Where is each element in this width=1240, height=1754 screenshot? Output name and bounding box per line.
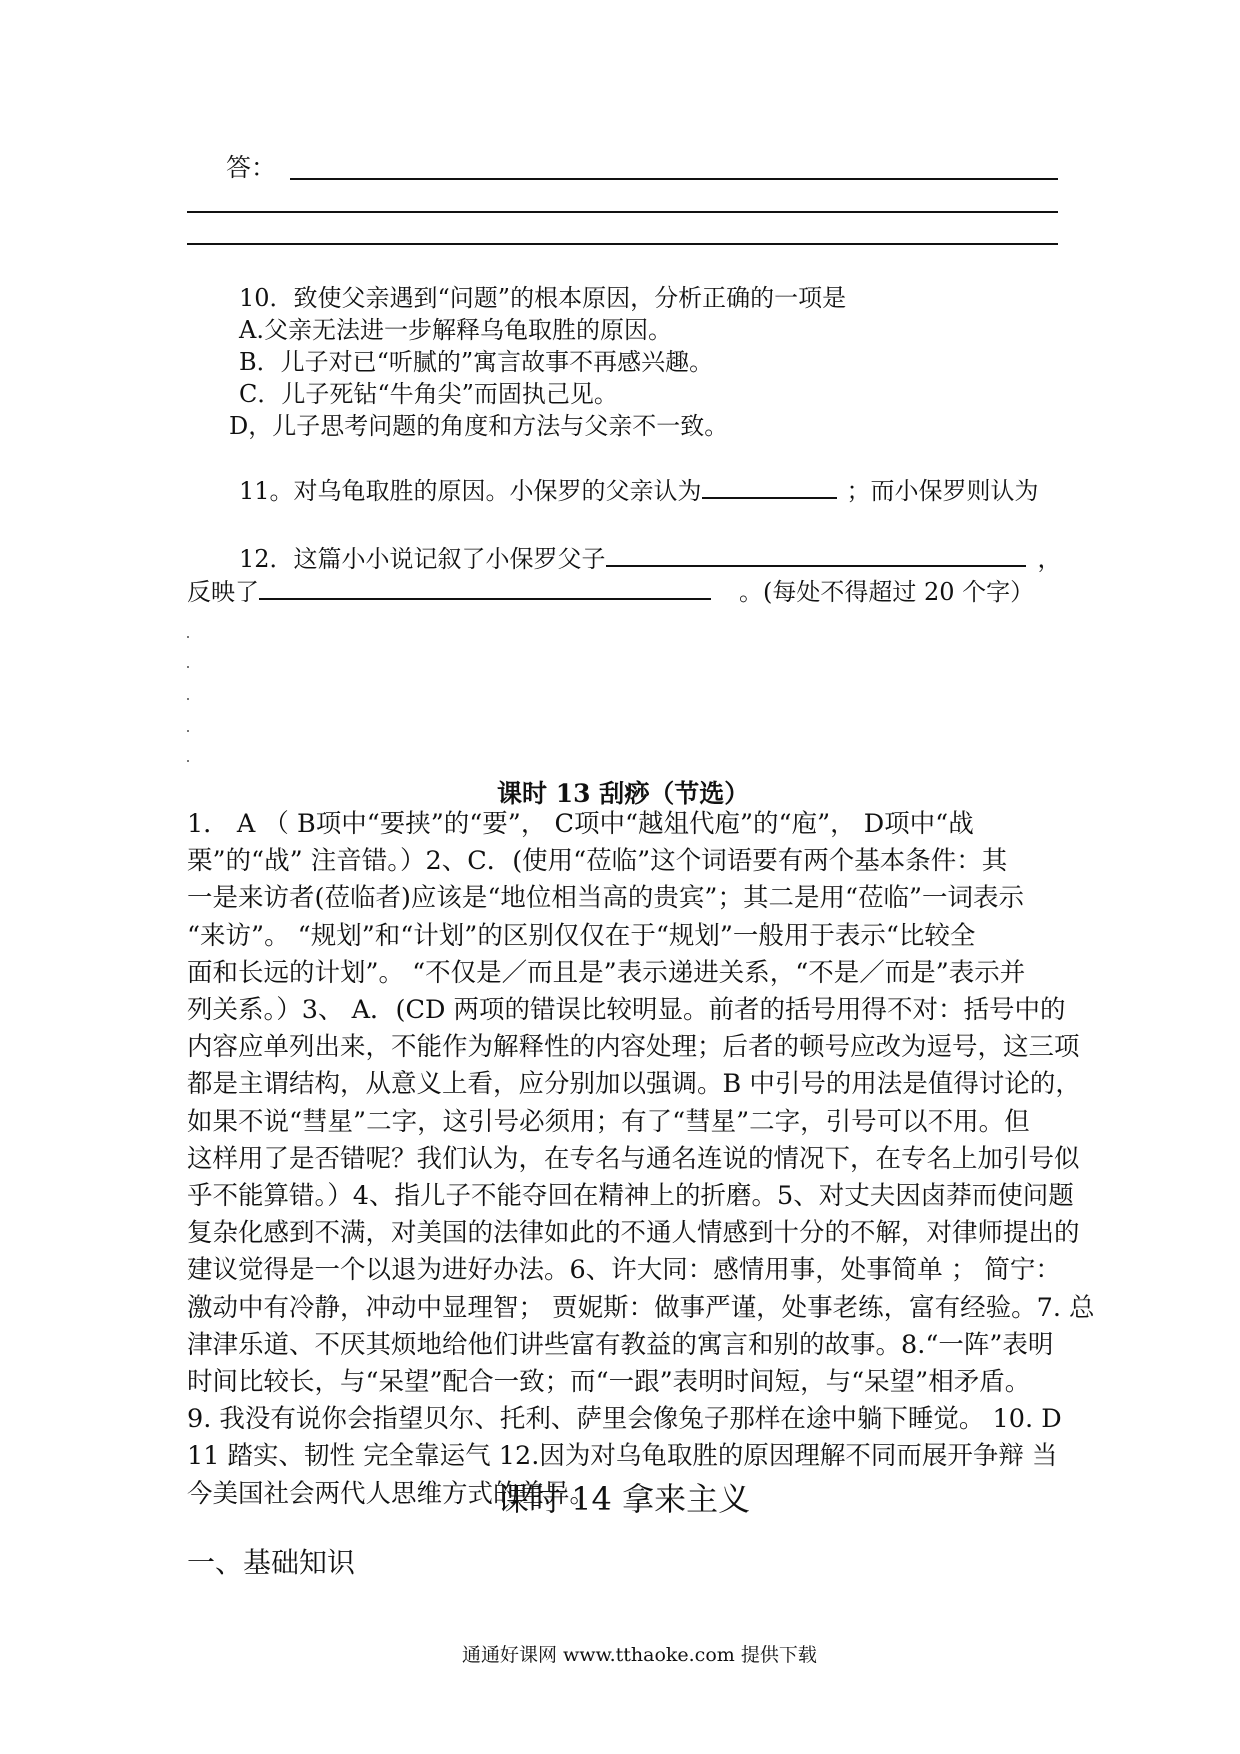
answer-line: 9. 我没有说你会指望贝尔、托利、萨里会像兔子那样在途中躺下睡觉。 10. D [187, 1404, 1062, 1435]
q12-part2: ， [1037, 545, 1062, 573]
answer-line: 激动中有冷静，冲动中显理智； 贾妮斯：做事严谨，处事老练，富有经验。7. 总 [187, 1292, 1095, 1323]
answer-line: 都是主谓结构，从意义上看，应分别加以强调。B 中引号的用法是值得讨论的， [187, 1069, 1081, 1100]
q12-part1: 12．这篇小小说记叙了小保罗父子 [239, 545, 606, 573]
q11-blank-1 [702, 475, 837, 499]
answer-line: 乎不能算错。）4、指儿子不能夺回在精神上的折磨。5、对丈夫因卤莽而使问题 [187, 1181, 1074, 1212]
answer-line: 列关系。）3、 A．(CD 两项的错误比较明显。前者的括号用得不对：括号中的 [187, 995, 1066, 1026]
lesson14-title: 课时 14 拿来主义 [497, 1480, 751, 1518]
q12-line2 [187, 576, 1034, 608]
answer-line: 内容应单列出来，不能作为解释性的内容处理；后者的顿号应改为逗号，这三项 [187, 1032, 1080, 1063]
scan-dot [187, 698, 189, 700]
answer-line: 一是来访者(莅临者)应该是“地位相当高的贵宾”；其二是用“莅临”一词表示 [187, 883, 1025, 914]
section-heading: 一、基础知识 [187, 1546, 356, 1579]
answer-label: 答： [226, 153, 277, 182]
q10-option-c: C．儿子死钻“牛角尖”而固执己见。 [239, 380, 618, 408]
answer-line: 这样用了是否错呢？我们认为，在专名与通名连说的情况下，在专名上加引号似 [187, 1143, 1080, 1174]
lesson13-answers [187, 806, 1095, 1513]
answer-line-2 [187, 211, 1058, 213]
answer-line: 今美国社会两代人思维方式的差异。 [187, 1478, 596, 1509]
answer-line: 栗”的“战” 注音错。）2、C．(使用“莅临”这个词语要有两个基本条件：其 [187, 846, 1008, 877]
q11-part1: 11。对乌龟取胜的原因。小保罗的父亲认为 [239, 477, 702, 505]
q10-option-d: D，儿子思考问题的角度和方法与父亲不一致。 [229, 412, 729, 440]
q12-blank-1 [606, 543, 1026, 567]
answer-line: 建议觉得是一个以退为进好办法。6、许大同：感情用事，处事简单 ； 简宁： [187, 1255, 1061, 1286]
answer-line: “来访”。 “规划”和“计划”的区别仅仅在于“规划”一般用于表示“比较全 [187, 920, 976, 951]
answer-line: 11 踏实、韧性 完全靠运气 12.因为对乌龟取胜的原因理解不同而展开争辩 当 [187, 1441, 1058, 1472]
answer-line: 如果不说“彗星”二字，这引号必须用；有了“彗星”二字，引号可以不用。但 [187, 1106, 1030, 1137]
q11-part2: ；而小保罗则认为 [846, 477, 1039, 505]
answer-line-3 [187, 243, 1058, 245]
scan-dot [187, 730, 189, 732]
answer-line: 时间比较长，与“呆望”配合一致；而“一跟”表明时间短，与“呆望”相矛盾。 [187, 1367, 1031, 1398]
footer-text: 通通好课网 www.tthaoke.com 提供下载 [462, 1644, 817, 1666]
answer-line: 1． A （ B项中“要挟”的“要”， C项中“越俎代庖”的“庖”， D项中“战 [187, 809, 974, 839]
q10-option-b: B．儿子对已“听腻的”寓言故事不再感兴趣。 [239, 348, 714, 376]
q11 [239, 475, 1039, 507]
q12-part4: 。(每处不得超过 20 个字） [739, 578, 1035, 606]
q12-part3: 反映了 [187, 578, 259, 606]
scan-dot [187, 666, 189, 668]
scan-dot [187, 636, 189, 638]
answer-line: 面和长远的计划”。 “不仅是／而且是”表示递进关系，“不是／而是”表示并 [187, 957, 1026, 988]
answer-line-1 [290, 178, 1058, 180]
scan-dot [187, 760, 189, 762]
q10-stem: 10．致使父亲遇到“问题”的根本原因，分析正确的一项是 [239, 284, 847, 312]
answer-line: 复杂化感到不满，对美国的法律如此的不通人情感到十分的不解，对律师提出的 [187, 1218, 1080, 1249]
answer-line: 津津乐道、不厌其烦地给他们讲些富有教益的寓言和别的故事。8.“一阵”表明 [187, 1329, 1054, 1360]
lesson13-title: 课时 13 刮痧（节选） [497, 779, 750, 808]
q12-blank-2 [259, 576, 711, 600]
q10-option-a: A.父亲无法进一步解释乌龟取胜的原因。 [239, 316, 672, 344]
q12-line1 [239, 543, 1062, 575]
